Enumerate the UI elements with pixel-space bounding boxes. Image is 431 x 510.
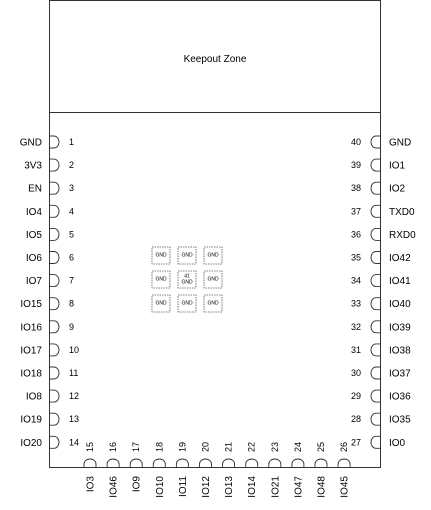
- pin-pad: [50, 390, 59, 402]
- pin-19: [176, 442, 189, 497]
- pin-number: 7: [69, 275, 75, 286]
- pin-pad: [50, 367, 59, 379]
- pin-pad: [130, 459, 142, 468]
- pin-name: IO47: [293, 476, 305, 498]
- thermal-pad-label: GND: [155, 252, 167, 259]
- pin-30: [351, 367, 411, 380]
- pin-21: [223, 442, 236, 498]
- pin-number: 37: [350, 206, 361, 217]
- pin-name: IO9: [131, 476, 143, 493]
- pin-pad: [371, 205, 380, 217]
- pin-number: 24: [292, 441, 303, 452]
- pin-pad: [371, 136, 380, 148]
- thermal-pad: [152, 247, 170, 264]
- pin-name: IO6: [25, 253, 42, 264]
- pin-pad: [50, 228, 59, 240]
- pin-pad: [84, 459, 96, 468]
- pin-pad: [315, 459, 327, 468]
- pin-name: IO17: [20, 345, 42, 357]
- thermal-pad-label: GND: [207, 276, 219, 283]
- pin-pad: [50, 344, 59, 356]
- pin-number: 22: [246, 441, 257, 452]
- pin-pad: [371, 182, 380, 194]
- pin-number: 1: [69, 137, 75, 147]
- pin-number: 30: [350, 368, 361, 378]
- pin-name: IO42: [389, 253, 411, 264]
- pin-32: [351, 321, 411, 334]
- pin-number: 2: [69, 160, 75, 171]
- pin-pad: [246, 459, 258, 468]
- pin-pad: [269, 459, 281, 468]
- pin-pad: [50, 413, 59, 425]
- pin-40: [351, 136, 411, 149]
- pin-26: [338, 442, 351, 498]
- pin-12: [26, 390, 79, 403]
- pin-16: [107, 442, 120, 498]
- pin-name: TXD0: [389, 206, 415, 218]
- pin-number: 32: [350, 321, 361, 332]
- pin-pad: [371, 321, 380, 333]
- pin-name: IO13: [224, 476, 236, 498]
- pin-name: IO7: [25, 276, 42, 288]
- pin-number: 6: [69, 252, 75, 263]
- pin-28: [351, 413, 411, 426]
- pin-pad: [50, 252, 59, 264]
- thermal-pad-label: GND: [181, 279, 193, 286]
- pin-18: [153, 442, 166, 498]
- pin-name: IO2: [389, 183, 406, 195]
- thermal-pad: [204, 271, 222, 288]
- pin-pad: [50, 321, 59, 333]
- pin-number: 11: [69, 368, 79, 378]
- pin-number: 12: [69, 391, 80, 402]
- pin-name: IO40: [389, 299, 411, 311]
- pin-pad: [371, 228, 380, 240]
- pin-number: 14: [69, 437, 80, 448]
- pin-name: 3V3: [24, 160, 42, 172]
- pin-number: 18: [154, 441, 165, 452]
- pin-pad: [50, 298, 59, 310]
- pin-name: IO3: [85, 476, 97, 493]
- pin-name: RXD0: [389, 229, 416, 241]
- pin-34: [351, 275, 411, 288]
- pin-number: 13: [69, 414, 80, 425]
- pin-pad: [50, 436, 59, 448]
- pin-pad: [223, 459, 235, 468]
- pin-39: [351, 159, 406, 172]
- pin-1: [20, 136, 74, 149]
- pin-number: 31: [350, 344, 361, 355]
- pin-name: IO8: [25, 391, 42, 403]
- right-pin-column: [351, 136, 416, 449]
- thermal-pad-label: GND: [181, 252, 193, 259]
- pin-29: [351, 390, 411, 403]
- keepout-zone-label: Keepout Zone: [183, 54, 247, 65]
- pin-number: 33: [350, 298, 361, 309]
- pin-pad: [153, 459, 165, 468]
- pin-pad: [371, 344, 380, 356]
- pin-number: 34: [350, 275, 361, 286]
- thermal-pad: [178, 247, 196, 264]
- thermal-pad-label: GND: [207, 300, 219, 307]
- pin-25: [315, 442, 328, 498]
- pin-number: 27: [350, 437, 361, 448]
- pin-35: [351, 252, 411, 265]
- module-outline: [50, 1, 381, 468]
- pin-pad: [200, 459, 212, 468]
- pin-pad: [50, 205, 59, 217]
- pin-31: [351, 344, 411, 357]
- pin-name: GND: [19, 137, 42, 149]
- thermal-pad: [178, 295, 196, 312]
- pin-pad: [50, 275, 59, 287]
- pin-name: IO15: [20, 299, 42, 311]
- pin-pad: [371, 390, 380, 402]
- pin-8: [20, 298, 74, 311]
- pin-36: [351, 228, 416, 241]
- pin-number: 21: [223, 441, 234, 452]
- pin-pad: [292, 459, 304, 468]
- pin-name: IO37: [389, 368, 411, 380]
- pin-name: IO45: [339, 476, 351, 498]
- pin-number: 15: [85, 441, 95, 452]
- pin-number: 19: [177, 441, 188, 452]
- pin-name: IO19: [20, 414, 42, 426]
- pin-name: IO21: [270, 476, 282, 498]
- pin-number: 10: [69, 344, 80, 355]
- bottom-pin-row: [84, 442, 351, 498]
- thermal-pad: [178, 271, 196, 288]
- pin-name: IO16: [20, 322, 42, 334]
- pin-number: 20: [200, 441, 211, 452]
- pin-number: 8: [69, 298, 75, 309]
- pin-pad: [338, 459, 350, 468]
- pin-name: IO41: [389, 276, 411, 288]
- pin-name: IO36: [389, 391, 411, 403]
- pin-pad: [371, 413, 380, 425]
- pin-number: 35: [350, 252, 361, 263]
- thermal-pad-label: GND: [181, 300, 193, 307]
- pin-pad: [371, 252, 380, 264]
- pin-pad: [50, 136, 59, 148]
- pin-number: 28: [350, 414, 361, 425]
- pin-name: IO4: [25, 206, 42, 218]
- pin-name: IO5: [25, 229, 42, 241]
- pin-name: IO12: [201, 476, 212, 498]
- pin-pad: [176, 459, 188, 468]
- pin-pad: [371, 298, 380, 310]
- pin-name: IO14: [247, 476, 259, 498]
- pin-number: 39: [350, 160, 361, 171]
- pin-name: IO20: [20, 437, 42, 449]
- thermal-pad: [204, 247, 222, 264]
- pin-number: 40: [350, 137, 361, 147]
- pin-number: 29: [350, 391, 361, 402]
- pin-number: 23: [269, 441, 280, 452]
- pin-number: 38: [350, 183, 361, 194]
- thermal-pad-label: GND: [207, 252, 219, 259]
- pin-pad: [107, 459, 119, 468]
- pin-number: 4: [69, 206, 75, 217]
- pin-number: 5: [69, 229, 75, 240]
- pin-name: IO35: [389, 414, 411, 426]
- pin-name: IO46: [108, 476, 120, 498]
- pin-pad: [50, 159, 59, 171]
- pin-20: [200, 442, 213, 498]
- thermal-pad-label: GND: [155, 300, 167, 307]
- thermal-pad: [204, 295, 222, 312]
- pin-pad: [371, 275, 380, 287]
- pin-24: [292, 442, 305, 498]
- pin-name: IO10: [154, 476, 166, 498]
- pin-name: GND: [389, 137, 412, 149]
- pin-pad: [50, 182, 59, 194]
- pin-9: [20, 321, 74, 334]
- pin-number: 36: [350, 229, 361, 240]
- pin-name: IO0: [389, 437, 406, 449]
- thermal-pad: [152, 295, 170, 312]
- pin-name: IO48: [316, 476, 328, 498]
- pin-number: 9: [69, 321, 75, 332]
- pin-number: 3: [69, 183, 75, 194]
- pin-number: 17: [131, 441, 142, 452]
- pin-3: [28, 182, 74, 195]
- pin-pad: [371, 367, 380, 379]
- pin-number: 26: [339, 441, 350, 452]
- thermal-pad: [152, 271, 170, 288]
- thermal-pad-label: 41: [184, 273, 190, 280]
- pin-22: [246, 442, 259, 498]
- pin-pad: [371, 159, 380, 171]
- pin-name: IO11: [177, 476, 189, 497]
- pin-name: IO1: [389, 160, 406, 172]
- pin-38: [351, 182, 406, 195]
- pin-37: [351, 205, 415, 218]
- pin-name: EN: [28, 183, 42, 195]
- pin-23: [269, 442, 282, 498]
- pin-27: [351, 436, 406, 449]
- pin-number: 16: [108, 441, 119, 452]
- thermal-pad-grid: [152, 247, 222, 312]
- pin-name: IO18: [20, 368, 42, 380]
- thermal-pad-label: GND: [155, 276, 167, 283]
- pin-name: IO39: [389, 322, 411, 334]
- pin-number: 25: [316, 441, 326, 452]
- pin-pad: [371, 436, 380, 448]
- pin-33: [351, 298, 411, 311]
- pin-name: IO38: [389, 345, 411, 357]
